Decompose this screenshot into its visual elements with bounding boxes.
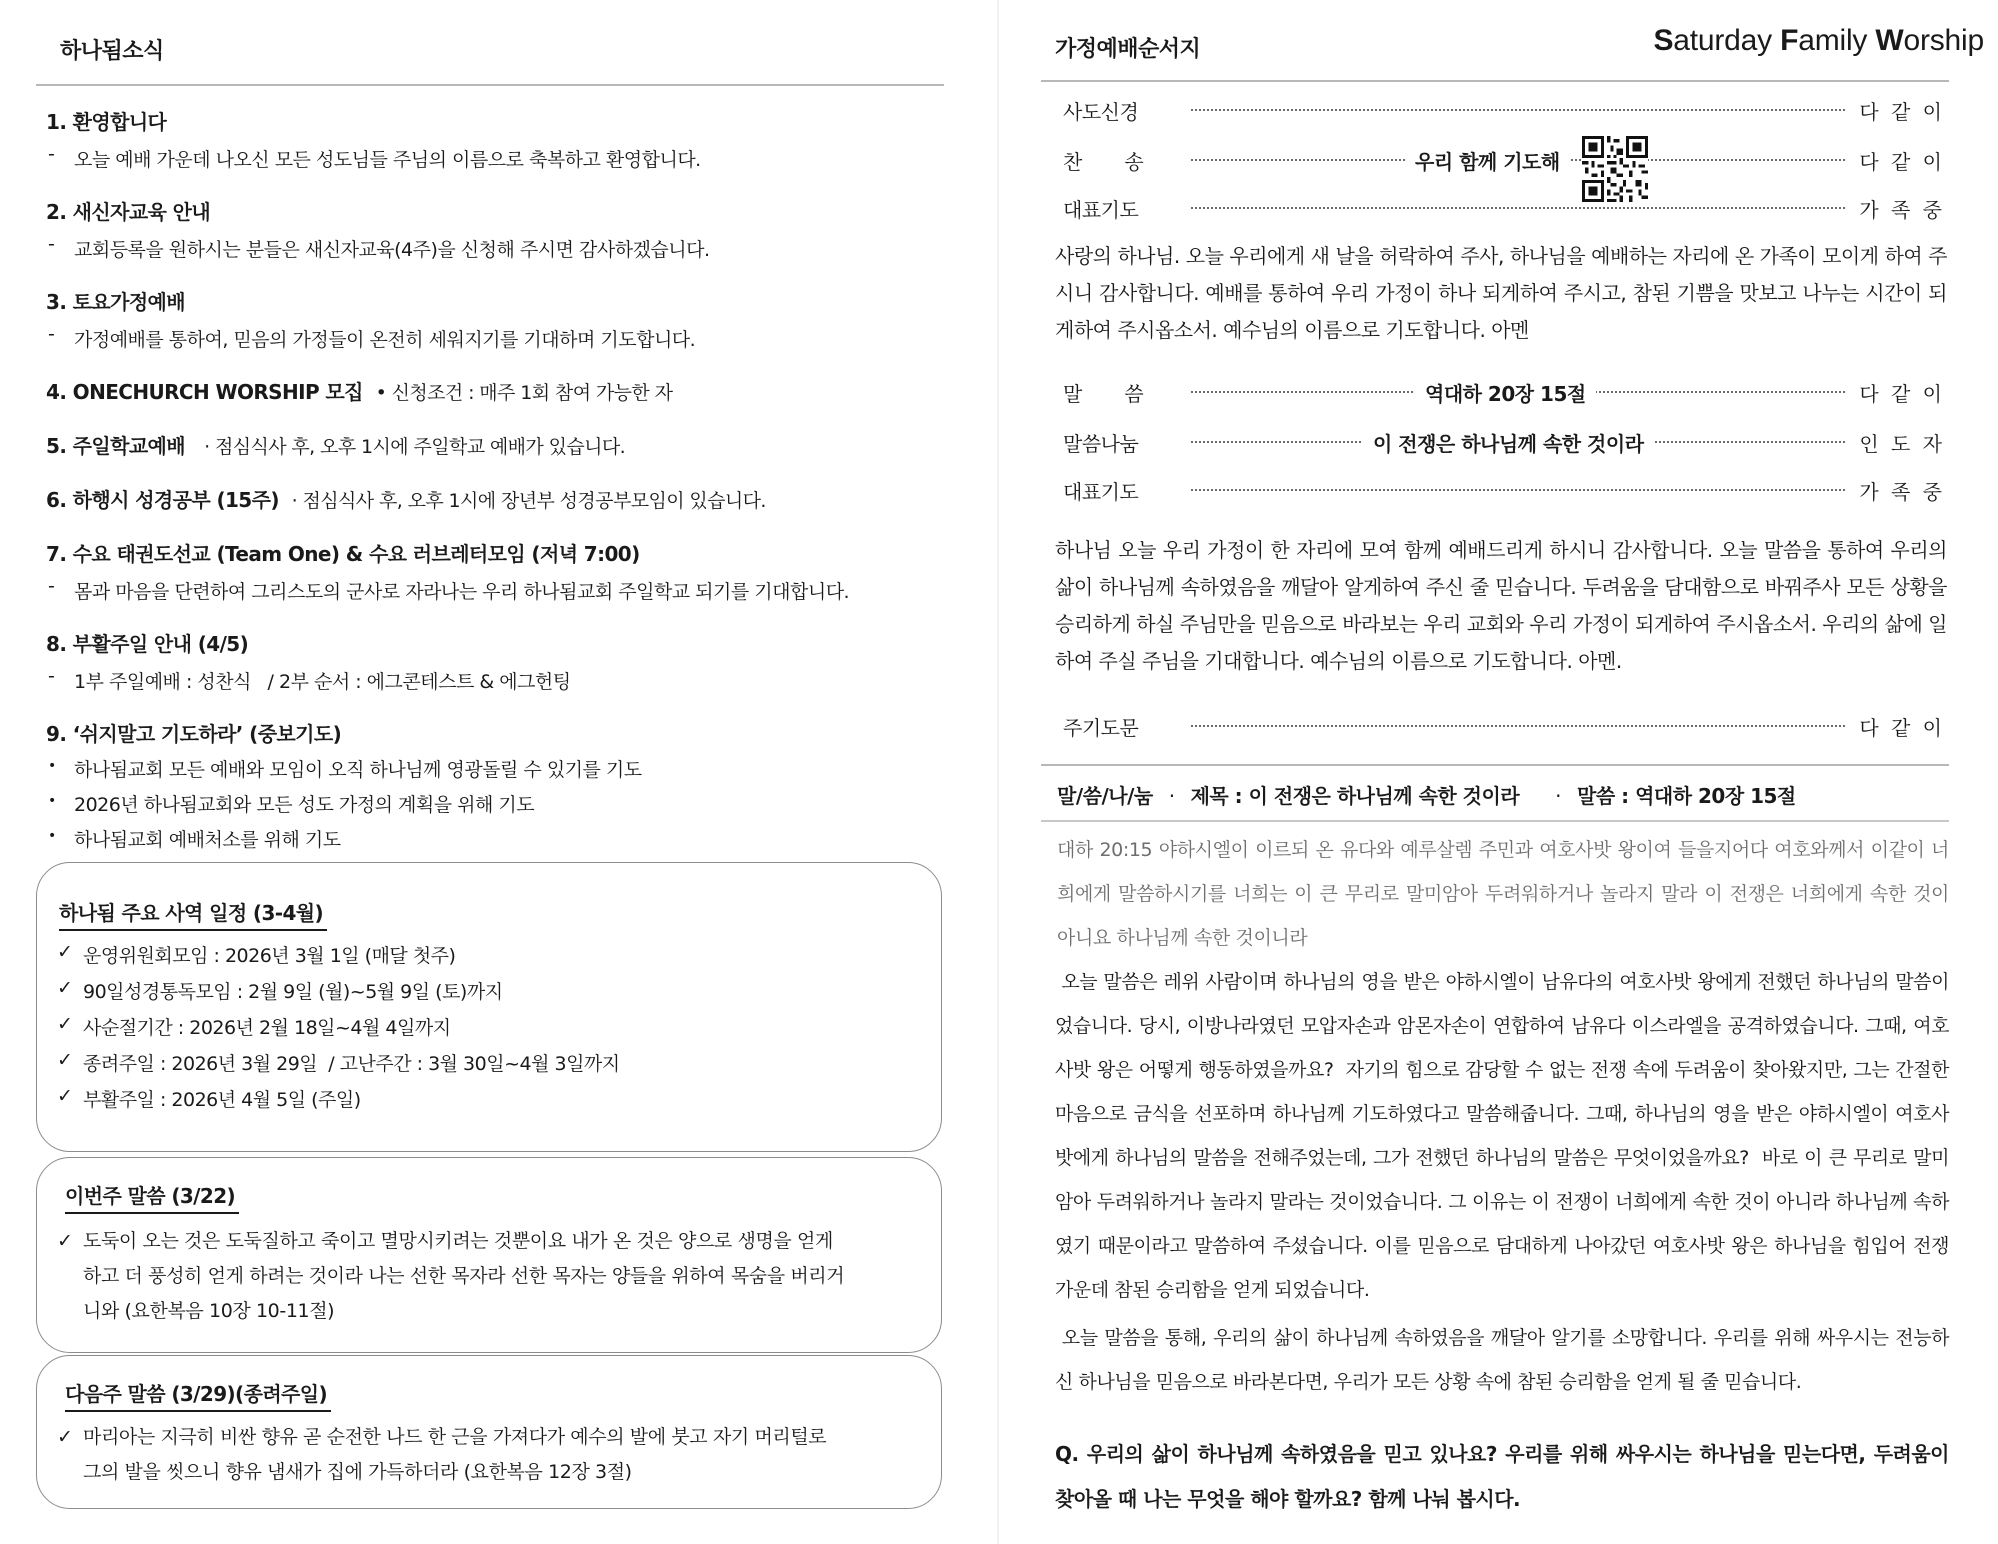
order-header: 가정예배순서지: [1055, 37, 1201, 62]
announcement-inline: · 점심식사 후, 오후 1시에 장년부 성경공부모임이 있습니다.: [291, 490, 766, 512]
order-label: 말씀나눔: [1063, 432, 1139, 456]
this-week-verse: ✓ 도둑이 오는 것은 도둑질하고 죽이고 멸망시키려는 것뿐이요 내가 온 것은 양으로 생명을 얻게 하고 더 풍성히 얻게 하려는 것이라 나는 선한 목자라 선한 목자는 양들을 위하여 목숨을 버리거 니와 (요한복음 10장 10-11절): [57, 1224, 943, 1329]
announcement-title: 1. 환영합니다: [46, 110, 167, 134]
announcement-title: 7. 수요 태권도선교 (Team One) & 수요 러브레터모임 (저녁 7:00): [46, 542, 640, 566]
order-label: 찬송: [1063, 150, 1186, 174]
order-row-prayer2: [1063, 476, 1945, 506]
prayer-item: • 하나됨교회 모든 예배와 모임이 오직 하나님께 영광돌릴 수 있기를 기도: [48, 758, 642, 781]
schedule-item: ✓ 종려주일 : 2026년 3월 29일 / 고난주간 : 3월 30일~4월 3일까지: [57, 1049, 620, 1075]
check-icon: ✓: [57, 1013, 73, 1035]
dash-marker: -: [48, 233, 55, 255]
next-week-verse: ✓ 마리아는 지극히 비싼 향유 곧 순전한 나드 한 근을 가져다가 예수의 발에 붓고 자기 머리털로 그의 발을 씻으니 향유 냄새가 집에 가득하더라 (요한복음 12장 3절): [57, 1420, 943, 1490]
order-row-scripture: [1063, 378, 1945, 408]
next-week-title: 다음주 말씀 (3/29)(종려주일): [65, 1378, 327, 1407]
announcement-9: [46, 718, 946, 852]
order-row-sharing: [1063, 428, 1945, 458]
order-leader: 인 도 자: [1859, 432, 1945, 456]
announcement-inline: • 신청조건 : 매주 1회 참여 가능한 자: [375, 382, 673, 404]
schedule-box: [36, 862, 942, 1152]
brand-title: Saturday Family Worship: [1653, 24, 1984, 57]
bullet-marker: •: [48, 758, 56, 774]
order-leader: 가 족 중: [1859, 480, 1945, 504]
order-leader: 다 같 이: [1859, 382, 1945, 406]
order-row-lords-prayer: [1063, 712, 1945, 742]
schedule-item: ✓ 90일성경통독모임 : 2월 9일 (월)~5월 9일 (토)까지: [57, 977, 503, 1003]
sermon-bar: 말/씀/나/눔 · 제목 : 이 전쟁은 하나님께 속한 것이라 · 말씀 : 역대하 20장 15절: [1057, 784, 1796, 808]
order-leader: 가 족 중: [1859, 198, 1945, 222]
order-label: 사도신경: [1063, 100, 1139, 124]
announcement-1: [46, 106, 946, 172]
bullet-marker: •: [48, 828, 56, 844]
announcement-2: [46, 196, 946, 262]
announcement-title: 5. 주일학교예배 · 점심식사 후, 오후 1시에 주일학교 예배가 있습니다.: [46, 434, 626, 458]
schedule-item: ✓ 부활주일 : 2026년 4월 5일 (주일): [57, 1085, 361, 1111]
order-leader: 다 같 이: [1859, 100, 1945, 124]
announcement-3: [46, 286, 946, 352]
closing-prayer: 하나님 오늘 우리 가정이 한 자리에 모여 함께 예배드리게 하시니 감사합니다. 오늘 말씀을 통하여 우리의 삶이 하나님께 속하였음을 깨달아 알게하여 주신 줄 믿습니다. 두려움을 담대함으로 바꿔주사 모든 상황을 승리하게 하실 주님만을 믿음으로 바라보는 우리 교회와 우리 가정이 되게하여 주시옵소서. 우리의 삶에 일하여 주실 주님을 기대합니다. 예수님의 이름으로 기도합니다. 아멘.: [1055, 538, 1947, 673]
header-rule: [1041, 80, 1949, 82]
order-row-hymn: [1063, 146, 1945, 176]
order-label: 주기도문: [1063, 716, 1139, 740]
opening-prayer: 사랑의 하나님. 오늘 우리에게 새 날을 허락하여 주사, 하나님을 예배하는 자리에 온 가족이 모이게 하여 주시니 감사합니다. 예배를 통하여 우리 가정이 하나 되게하여 주시고, 참된 기쁨을 맛보고 나누는 시간이 되게하여 주시옵소서. 예수님의 이름으로 기도합니다. 아멘: [1055, 244, 1947, 342]
order-row-creed: [1063, 96, 1945, 126]
this-week-title: 이번주 말씀 (3/22): [65, 1180, 235, 1209]
order-leader: 다 같 이: [1859, 716, 1945, 740]
schedule-item: ✓ 운영위원회모임 : 2026년 3월 1일 (매달 첫주): [57, 941, 456, 967]
discussion-question: Q. 우리의 삶이 하나님께 속하였음을 믿고 있나요? 우리를 위해 싸우시는 하나님을 믿는다면, 두려움이 찾아올 때 나는 무엇을 해야 할까요? 함께 나눠 봅시다.: [1055, 1442, 1949, 1511]
announcement-8: [46, 628, 946, 694]
announcement-inline: · 점심식사 후, 오후 1시에 주일학교 예배가 있습니다.: [204, 436, 626, 458]
announcement-line: - 교회등록을 원하시는 분들은 새신자교육(4주)을 신청해 주시면 감사하겠습니다.: [48, 233, 710, 261]
check-icon: ✓: [57, 1426, 73, 1448]
this-week-box: [36, 1157, 942, 1353]
announcement-line: - 1부 주일예배 : 성찬식 / 2부 순서 : 에그콘테스트 & 에그헌팅: [48, 665, 571, 693]
announcement-title: 9. ‘쉬지말고 기도하라’ (중보기도): [46, 722, 342, 746]
qr-code[interactable]: [1582, 136, 1648, 202]
announcement-line: - 가정예배를 통하여, 믿음의 가정들이 온전히 세워지기를 기대하며 기도합니다.: [48, 323, 696, 351]
check-icon: ✓: [57, 1049, 73, 1071]
announcement-6: [46, 484, 946, 513]
announcement-title: 4. ONECHURCH WORSHIP 모집 • 신청조건 : 매주 1회 참여 가능한 자: [46, 380, 673, 404]
sermon-rule-top: [1041, 764, 1949, 766]
bullet-marker: •: [48, 793, 56, 809]
announcement-5: [46, 430, 946, 459]
news-header: 하나됨소식: [60, 39, 164, 64]
announcement-title: 2. 새신자교육 안내: [46, 200, 211, 224]
right-page: [999, 0, 1998, 1544]
sermon-paragraph-1: 오늘 말씀은 레위 사람이며 하나님의 영을 받은 야하시엘이 남유다의 여호사밧 왕에게 전했던 하나님의 말씀이었습니다. 당시, 이방나라였던 모압자손과 암몬자손이 연합하여 남유다 이스라엘을 공격하였습니다. 그때, 여호사밧 왕은 어떻게 행동하였을까요? 자기의 힘으로 감당할 수 없는 전쟁 속에 두려움이 찾아왔지만, 그는 간절한 마음으로 금식을 선포하며 하나님께 기도하였다고 말씀해줍니다. 그때, 하나님의 영을 받은 야하시엘이 여호사밧에게 하나님의 말씀을 전해주었는데, 그가 전했던 하나님의 말씀은 무엇이었을까요? 바로 이 큰 무리로 말미암아 두려워하거나 놀라지 말라는 것이었습니다. 그 이유는 이 전쟁이 너희에게 속한 것이 아니라 하나님께 속하였기 때문이라고 말씀하여 주셨습니다. 이를 믿음으로 담대하게 나아갔던 여호사밧 왕은 하나님을 힘입어 전쟁 가운데 참된 승리함을 얻게 되었습니다.: [1055, 971, 1955, 1301]
schedule-title: 하나됨 주요 사역 일정 (3-4월): [59, 897, 323, 926]
prayer-item: • 2026년 하나됨교회와 모든 성도 가정의 계획을 위해 기도: [48, 793, 535, 816]
prayer-item: • 하나됨교회 예배처소를 위해 기도: [48, 828, 341, 851]
order-label: 대표기도: [1063, 480, 1139, 504]
scripture-text: 대하 20:15 야하시엘이 이르되 온 유다와 예루살렘 주민과 여호사밧 왕이여 들을지어다 여호와께서 이같이 너희에게 말씀하시기를 너희는 이 큰 무리로 말미암아 두려워하거나 놀라지 말라 이 전쟁은 너희에게 속한 것이 아니요 하나님께 속한 것이니라: [1057, 839, 1949, 949]
check-icon: ✓: [57, 941, 73, 963]
dash-marker: -: [48, 665, 55, 687]
sermon-paragraph-2: 오늘 말씀을 통해, 우리의 삶이 하나님께 속하였음을 깨달아 알기를 소망합니다. 우리를 위해 싸우시는 전능하신 하나님을 믿음으로 바라본다면, 우리가 모든 상황 속에 참된 승리함을 얻게 될 줄 믿습니다.: [1055, 1327, 1950, 1393]
scripture-ref: 역대하 20장 15절: [1415, 378, 1596, 407]
check-icon: ✓: [57, 1230, 73, 1252]
order-leader: 다 같 이: [1859, 150, 1945, 174]
announcement-line: - 몸과 마음을 단련하여 그리스도의 군사로 자라나는 우리 하나됨교회 주일학교 되기를 기대합니다.: [48, 575, 850, 603]
dash-marker: -: [48, 323, 55, 345]
announcement-title: 6. 하행시 성경공부 (15주) · 점심식사 후, 오후 1시에 장년부 성경공부모임이 있습니다.: [46, 488, 766, 512]
dash-marker: -: [48, 575, 55, 597]
announcement-line: - 오늘 예배 가운데 나오신 모든 성도님들 주님의 이름으로 축복하고 환영합니다.: [48, 143, 701, 171]
header-rule: [36, 84, 944, 86]
dash-marker: -: [48, 143, 55, 165]
announcement-4: [46, 376, 946, 405]
schedule-item: ✓ 사순절기간 : 2026년 2월 18일~4월 4일까지: [57, 1013, 451, 1039]
order-row-prayer: [1063, 194, 1945, 224]
hymn-title: 우리 함께 기도해: [1405, 146, 1570, 175]
check-icon: ✓: [57, 1085, 73, 1107]
announcement-7: [46, 538, 946, 604]
order-label: 대표기도: [1063, 198, 1139, 222]
announcement-title: 8. 부활주일 안내 (4/5): [46, 632, 249, 656]
next-week-box: [36, 1355, 942, 1509]
order-label: 말씀: [1063, 382, 1186, 406]
sharing-title: 이 전쟁은 하나님께 속한 것이라: [1363, 428, 1654, 457]
announcement-title: 3. 토요가정예배: [46, 290, 185, 314]
sermon-rule-bottom: [1041, 820, 1949, 822]
check-icon: ✓: [57, 977, 73, 999]
